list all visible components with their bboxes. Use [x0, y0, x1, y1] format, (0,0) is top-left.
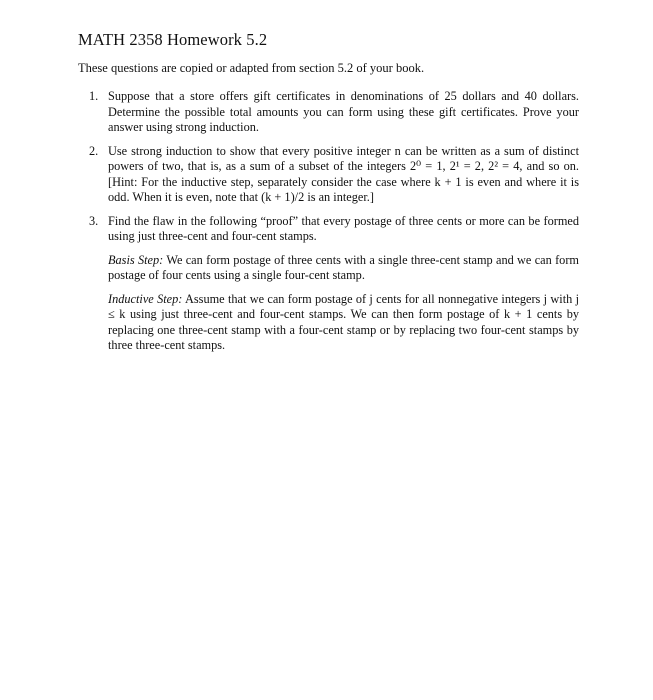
- question-number: 1.: [89, 89, 99, 103]
- question-text: Use strong induction to show that every positive integer n can be written as a sum of distinct powers of two, that is, as a sum of a subset of the integers 2⁰ = 1, 2¹ = 2, 2² = 4, and so on. [Hint: For the inductive step, separately consider the case where k + 1 is even and where it is odd. When it is even, note that (k + 1)/2 is an integer.]: [108, 143, 579, 204]
- question-1: [89, 89, 579, 136]
- inductive-step: [108, 292, 579, 354]
- basis-step: [108, 253, 579, 284]
- inductive-step-label: Inductive Step:: [108, 291, 183, 306]
- page-title: MATH 2358 Homework 5.2: [78, 30, 268, 49]
- inductive-step-text: Assume that we can form postage of j cents for all nonnegative integers j with j ≤ k using just three-cent and four-cent stamps. We can then form postage of k + 1 cents by replacing one three-cent stamp with a four-cent stamp or by replacing two four-cent stamps by three three-cent stamps.: [108, 291, 579, 352]
- basis-step-label: Basis Step:: [108, 252, 164, 267]
- question-2: [89, 144, 579, 206]
- question-text: Suppose that a store offers gift certificates in denominations of 25 dollars and 40 dollars. Determine the possible total amounts you can form using these gift certificates. Prove your answer using strong induction.: [108, 89, 579, 134]
- question-list: [89, 89, 579, 362]
- basis-step-text: We can form postage of three cents with a single three-cent stamp and we can form postage of four cents using a single four-cent stamp.: [108, 252, 579, 282]
- intro-text: These questions are copied or adapted from section 5.2 of your book.: [78, 61, 425, 75]
- question-text: Find the flaw in the following “proof” that every postage of three cents or more can be formed using just three-cent and four-cent stamps.: [108, 213, 579, 243]
- question-number: 3.: [89, 213, 99, 228]
- question-number: 2.: [89, 143, 99, 158]
- question-3: [89, 214, 579, 354]
